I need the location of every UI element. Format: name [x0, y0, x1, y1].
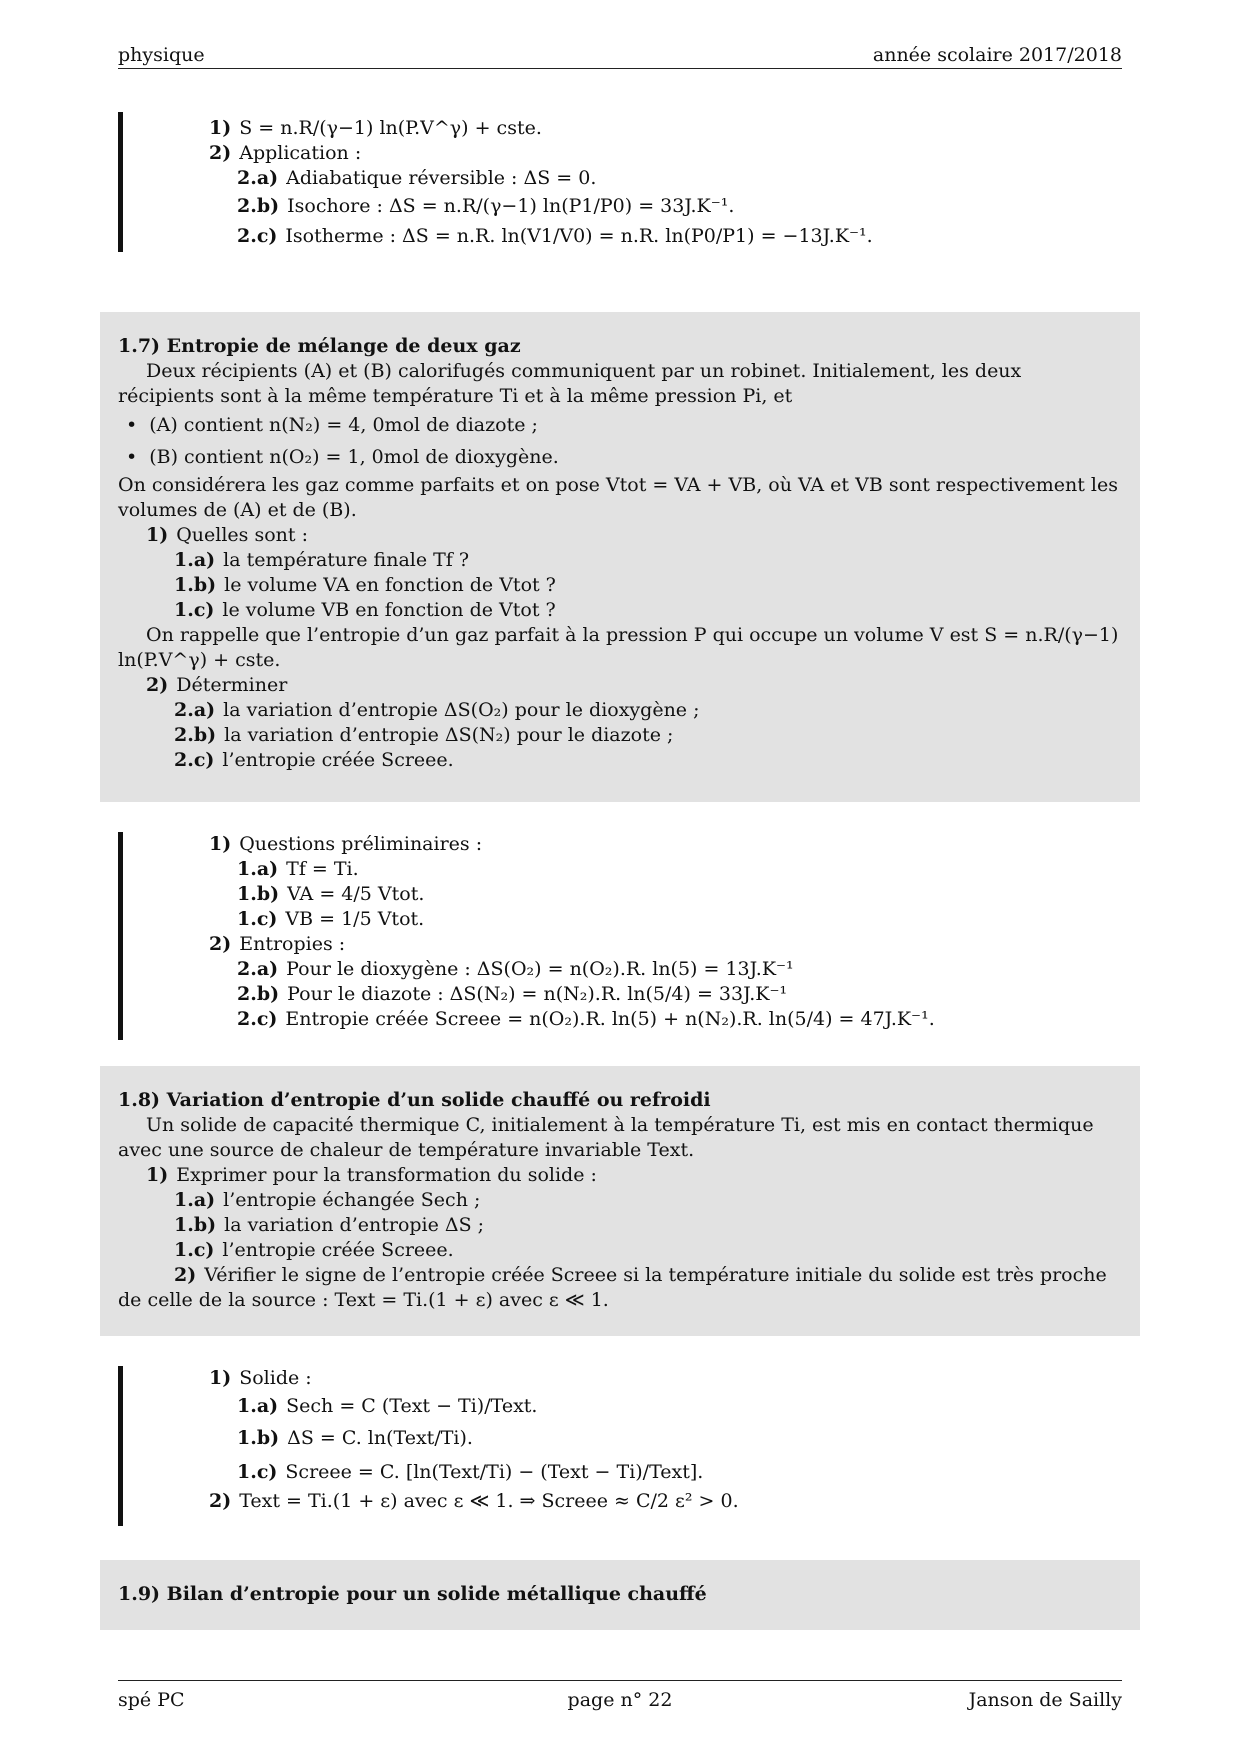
- exercise-title: 1.7) Entropie de mélange de deux gaz: [118, 335, 521, 357]
- solution-line: 1) S = n.R/(γ−1) ln(P.V^γ) + cste.: [209, 117, 542, 139]
- header-subject: physique: [118, 44, 205, 66]
- solution-line: 1) Questions préliminaires :: [209, 833, 483, 855]
- question: 1) Exprimer pour la transformation du solide :: [146, 1164, 597, 1186]
- exercise-recall: On rappelle que l’entropie d’un gaz parfait à la pression P qui occupe un volume V est S = n.R/(γ−1) ln(P.V^γ) + cste.: [118, 624, 1119, 671]
- sub-question: 2.b) la variation d’entropie ΔS(N₂) pour le diazote ;: [174, 724, 674, 746]
- footer-class: spé PC: [118, 1689, 185, 1711]
- question: 1) Quelles sont :: [146, 524, 308, 546]
- sub-question: 1.b) la variation d’entropie ΔS ;: [174, 1214, 485, 1236]
- solution-line: 2.b) Isochore : ΔS = n.R/(γ−1) ln(P1/P0) = 33J.K⁻¹.: [237, 195, 735, 217]
- solution-line: 1.c) Screee = C. [ln(Text/Ti) − (Text − Ti)/Text].: [237, 1461, 704, 1483]
- solution-line: 1.a) Sech = C (Text − Ti)/Text.: [237, 1395, 538, 1417]
- sub-question: 1.b) le volume VA en fonction de Vtot ?: [174, 574, 556, 596]
- solution-line: 2.c) Entropie créée Screee = n(O₂).R. ln(5) + n(N₂).R. ln(5/4) = 47J.K⁻¹.: [237, 1008, 935, 1030]
- question: 2) Déterminer: [146, 674, 288, 696]
- footer-school: Janson de Sailly: [968, 1689, 1122, 1711]
- solution-line: 2) Entropies :: [209, 933, 346, 955]
- exercise-1-8: [100, 1066, 1140, 1336]
- exercise-1-9: [100, 1560, 1140, 1630]
- header-year: année scolaire 2017/2018: [872, 44, 1122, 66]
- solution-line: 2) Application :: [209, 142, 362, 164]
- sub-question: 1.c) le volume VB en fonction de Vtot ?: [174, 599, 556, 621]
- exercise-1-7: [100, 312, 1140, 802]
- list-item: • (B) contient n(O₂) = 1, 0mol de dioxygène.: [118, 441, 1122, 473]
- exercise-paragraph: On considérera les gaz comme parfaits et on pose Vtot = VA + VB, où VA et VB sont respectivement les volumes de (A) et de (B).: [118, 474, 1118, 521]
- solution-1-8: [118, 1366, 1122, 1526]
- solution-line: 1) Solide :: [209, 1367, 312, 1389]
- question: 2) Vérifier le signe de l’entropie créée Screee si la température initiale du solide est très proche de celle de la source : Text = Ti.(1 + ε) avec ε ≪ 1.: [118, 1264, 1107, 1311]
- list-item: • (A) contient n(N₂) = 4, 0mol de diazote ;: [118, 409, 1122, 441]
- solution-line: 2.a) Pour le dioxygène : ΔS(O₂) = n(O₂).R. ln(5) = 13J.K⁻¹: [237, 958, 794, 980]
- solution-1-6: [118, 112, 1122, 252]
- sub-question: 2.a) la variation d’entropie ΔS(O₂) pour le dioxygène ;: [174, 699, 700, 721]
- exercise-intro: Un solide de capacité thermique C, initialement à la température Ti, est mis en contact thermique avec une source de chaleur de température invariable Text.: [118, 1114, 1094, 1161]
- solution-line: 1.b) ΔS = C. ln(Text/Ti).: [237, 1427, 473, 1449]
- solution-line: 1.a) Tf = Ti.: [237, 858, 359, 880]
- solution-1-7: [118, 832, 1122, 1040]
- sub-question: 2.c) l’entropie créée Screee.: [174, 749, 454, 771]
- sub-question: 1.a) l’entropie échangée Sech ;: [174, 1189, 481, 1211]
- exercise-intro: Deux récipients (A) et (B) calorifugés communiquent par un robinet. Initialement, les deux récipients sont à la même température Ti et à la même pression Pi, et: [118, 360, 1022, 407]
- solution-line: 1.b) VA = 4/5 Vtot.: [237, 883, 425, 905]
- solution-line: 2.b) Pour le diazote : ΔS(N₂) = n(N₂).R. ln(5/4) = 33J.K⁻¹: [237, 983, 788, 1005]
- solution-line: 2.a) Adiabatique réversible : ΔS = 0.: [237, 167, 597, 189]
- page-number: page n° 22: [567, 1689, 673, 1711]
- solution-line: 2) Text = Ti.(1 + ε) avec ε ≪ 1. ⇒ Screee ≈ C/2 ε² > 0.: [209, 1490, 739, 1512]
- page-header: [118, 40, 1122, 69]
- sub-question: 1.c) l’entropie créée Screee.: [174, 1239, 454, 1261]
- exercise-title: 1.8) Variation d’entropie d’un solide chauffé ou refroidi: [118, 1089, 711, 1111]
- solution-line: 2.c) Isotherme : ΔS = n.R. ln(V1/V0) = n.R. ln(P0/P1) = −13J.K⁻¹.: [237, 225, 873, 247]
- exercise-title: 1.9) Bilan d’entropie pour un solide métallique chauffé: [118, 1583, 707, 1605]
- sub-question: 1.a) la température finale Tf ?: [174, 549, 470, 571]
- solution-line: 1.c) VB = 1/5 Vtot.: [237, 908, 425, 930]
- page-footer: [118, 1680, 1122, 1711]
